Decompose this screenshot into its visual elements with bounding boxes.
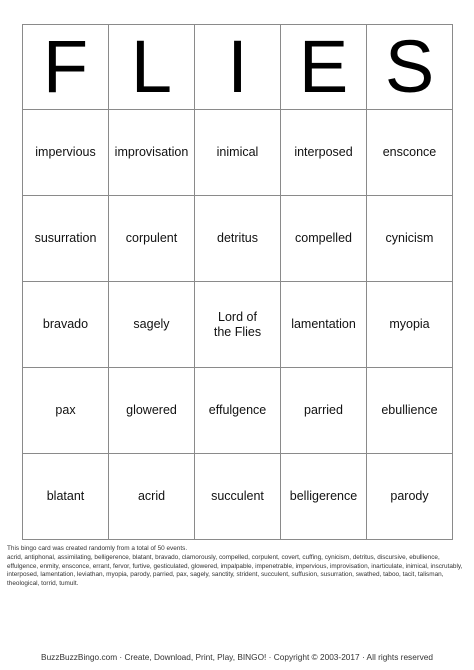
- bingo-cell: [281, 282, 367, 368]
- note-event-list: acrid, antiphonal, assimilating, belligerence, blatant, bravado, clamorously, compelled, corpulent, covert, cuffing, cynicism, detritus, discursive, ebullience, effulgence, enmity, ensconce, errant, fervor, furtive, gesticulated, glowered, impalpable, impenetrable, impervious, improvisation, inarticulate, inimical, inscrutably, interposed, lamentation, leviathan, myopia, parody, parried, pax, sagely, sanctity, strident, succulent, suffusion, susurration, swathed, taboo, tacit, talisman, theological, torrid, tumult.: [7, 553, 463, 588]
- bingo-cell: [195, 196, 281, 282]
- bingo-cell-text: blatant: [46, 489, 85, 504]
- bingo-cell-text: pax: [55, 403, 76, 418]
- bingo-cell: [281, 368, 367, 454]
- bingo-cell: [367, 110, 453, 196]
- free-space-text: Lord of the Flies: [213, 310, 262, 339]
- bingo-cell: [109, 110, 195, 196]
- free-space-cell: [195, 282, 281, 368]
- header-letter-e: E: [281, 25, 367, 110]
- bingo-cell-text: inimical: [216, 145, 259, 160]
- bingo-card: [22, 24, 453, 540]
- bingo-cell: [109, 368, 195, 454]
- bingo-cell-text: parody: [390, 489, 429, 504]
- bingo-cell: [367, 282, 453, 368]
- bingo-cell-text: glowered: [126, 403, 177, 418]
- bingo-cell: [281, 454, 367, 540]
- bingo-cell-text: belligerence: [289, 489, 358, 504]
- bingo-cell: [367, 454, 453, 540]
- bingo-cell-text: ebullience: [381, 403, 438, 418]
- bingo-cell: [281, 196, 367, 282]
- bingo-cell-text: corpulent: [125, 231, 178, 246]
- site-footer: BuzzBuzzBingo.com · Create, Download, Print, Play, BINGO! · Copyright © 2003-2017 · All rights reserved: [41, 652, 433, 662]
- bingo-cell-text: parried: [304, 403, 343, 418]
- header-row: [23, 25, 453, 110]
- bingo-cell-text: impervious: [35, 145, 96, 160]
- bingo-cell: [23, 282, 109, 368]
- bingo-cell-text: sagely: [133, 317, 170, 332]
- bingo-row-4: [23, 368, 453, 454]
- bingo-row-2: [23, 196, 453, 282]
- bingo-cell: [109, 454, 195, 540]
- bingo-cell: [195, 110, 281, 196]
- bingo-cell: [23, 454, 109, 540]
- bingo-cell-text: compelled: [295, 231, 352, 246]
- bingo-cell: [367, 196, 453, 282]
- bingo-cell-text: bravado: [42, 317, 89, 332]
- header-letter-s: S: [367, 25, 453, 110]
- note-intro: This bingo card was created randomly from a total of 50 events.: [7, 545, 188, 552]
- bingo-cell-text: detritus: [217, 231, 258, 246]
- bingo-cell-text: acrid: [137, 489, 166, 504]
- bingo-cell-text: myopia: [389, 317, 430, 332]
- bingo-cell: [195, 454, 281, 540]
- bingo-cell-text: effulgence: [208, 403, 267, 418]
- bingo-cell: [23, 368, 109, 454]
- bingo-row-1: [23, 110, 453, 196]
- header-letter-i: I: [195, 25, 281, 110]
- generation-note: [7, 545, 469, 589]
- bingo-cell-text: cynicism: [385, 231, 434, 246]
- bingo-cell-text: succulent: [211, 489, 264, 504]
- bingo-cell: [23, 196, 109, 282]
- bingo-cell: [109, 196, 195, 282]
- bingo-cell: [23, 110, 109, 196]
- bingo-cell: [367, 368, 453, 454]
- bingo-row-3: [23, 282, 453, 368]
- bingo-row-5: [23, 454, 453, 540]
- bingo-cell-text: improvisation: [114, 145, 189, 160]
- bingo-cell: [281, 110, 367, 196]
- bingo-cell: [195, 368, 281, 454]
- bingo-cell: [109, 282, 195, 368]
- bingo-cell-text: lamentation: [291, 317, 356, 332]
- header-letter-f: F: [23, 25, 109, 110]
- bingo-cell-text: ensconce: [382, 145, 437, 160]
- bingo-cell-text: susurration: [34, 231, 97, 246]
- header-letter-l: L: [109, 25, 195, 110]
- bingo-cell-text: interposed: [294, 145, 353, 160]
